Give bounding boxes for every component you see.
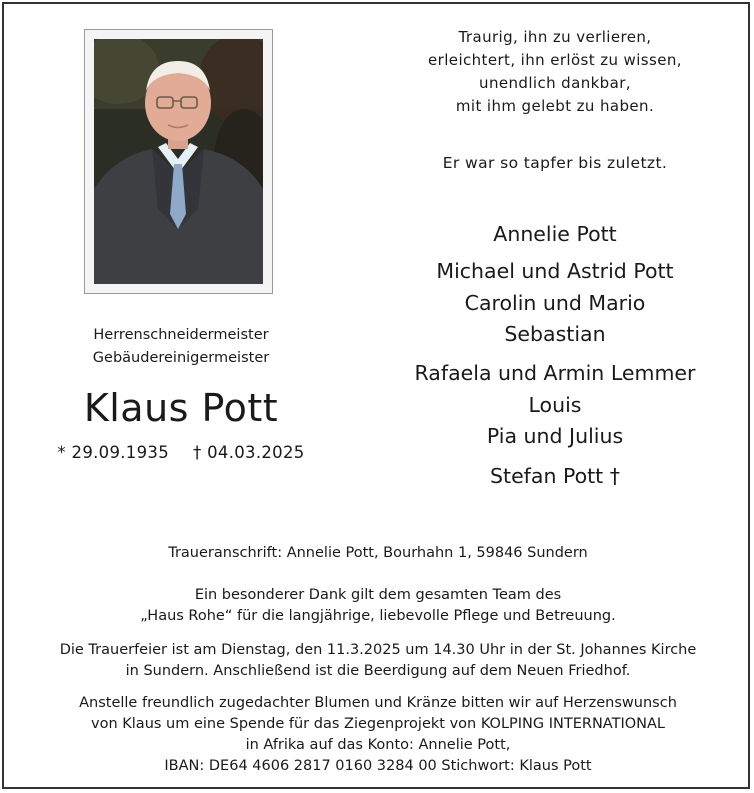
poem-line: erleichtert, ihn erlöst zu wissen, (428, 51, 682, 69)
poem-line: Traurig, ihn zu verlieren, (458, 28, 652, 46)
mourning-address (4, 543, 752, 564)
portrait-photo (94, 39, 263, 284)
funeral-line: Die Trauerfeier ist am Dienstag, den 11.3.2025 um 14.30 Uhr in der St. Johannes Kirche (59, 642, 697, 658)
funeral-line: in Sundern. Anschließend ist die Beerdigung auf dem Neuen Friedhof. (125, 663, 631, 679)
death-date: † 04.03.2025 (193, 443, 305, 462)
life-dates (4, 442, 358, 464)
poem-closing: Er war so tapfer bis zuletzt. (442, 154, 668, 172)
address-line: Traueranschrift: Annelie Pott, Bourhahn 1, 59846 Sundern (168, 545, 588, 561)
mourner-name: Pia und Julius (486, 424, 624, 448)
profession-2: Gebäudereinigermeister (92, 350, 270, 366)
poem (368, 26, 742, 118)
mourner-name: Rafaela und Armin Lemmer (414, 361, 696, 385)
donation-line: IBAN: DE64 4606 2817 0160 3284 00 Stichwort: Klaus Pott (164, 758, 592, 774)
thanks-line: „Haus Rohe“ für die langjährige, liebevolle Pflege und Betreuung. (140, 608, 616, 624)
poem-line: mit ihm gelebt zu haben. (455, 97, 655, 115)
thanks-paragraph (4, 585, 752, 627)
mourner-name: Louis (528, 393, 582, 417)
mourner-name: Michael und Astrid Pott (436, 259, 674, 283)
thanks-line: Ein besonderer Dank gilt dem gesamten Team des (194, 587, 562, 603)
donation-line: Anstelle freundlich zugedachter Blumen und Kränze bitten wir auf Herzenswunsch (79, 695, 677, 711)
donation-paragraph (4, 693, 752, 777)
birth-date: * 29.09.1935 (57, 443, 169, 462)
mourner-name: Sebastian (504, 322, 606, 346)
donation-line: von Klaus um eine Spende für das Ziegenprojekt von KOLPING INTERNATIONAL (91, 716, 665, 732)
profession-1: Herrenschneidermeister (93, 327, 269, 343)
poem-line: unendlich dankbar, (479, 74, 631, 92)
deceased-name: Klaus Pott (83, 386, 279, 430)
mourner-name: Stefan Pott † (490, 464, 620, 488)
portrait-illustration (94, 39, 263, 284)
mourner-name: Carolin und Mario (464, 291, 646, 315)
donation-line: in Afrika auf das Konto: Annelie Pott, (245, 737, 511, 753)
funeral-paragraph (4, 640, 752, 682)
portrait-frame (84, 29, 273, 294)
deceased-section (4, 324, 358, 370)
mourner-name: Annelie Pott (493, 222, 617, 246)
obituary-card (2, 2, 750, 789)
